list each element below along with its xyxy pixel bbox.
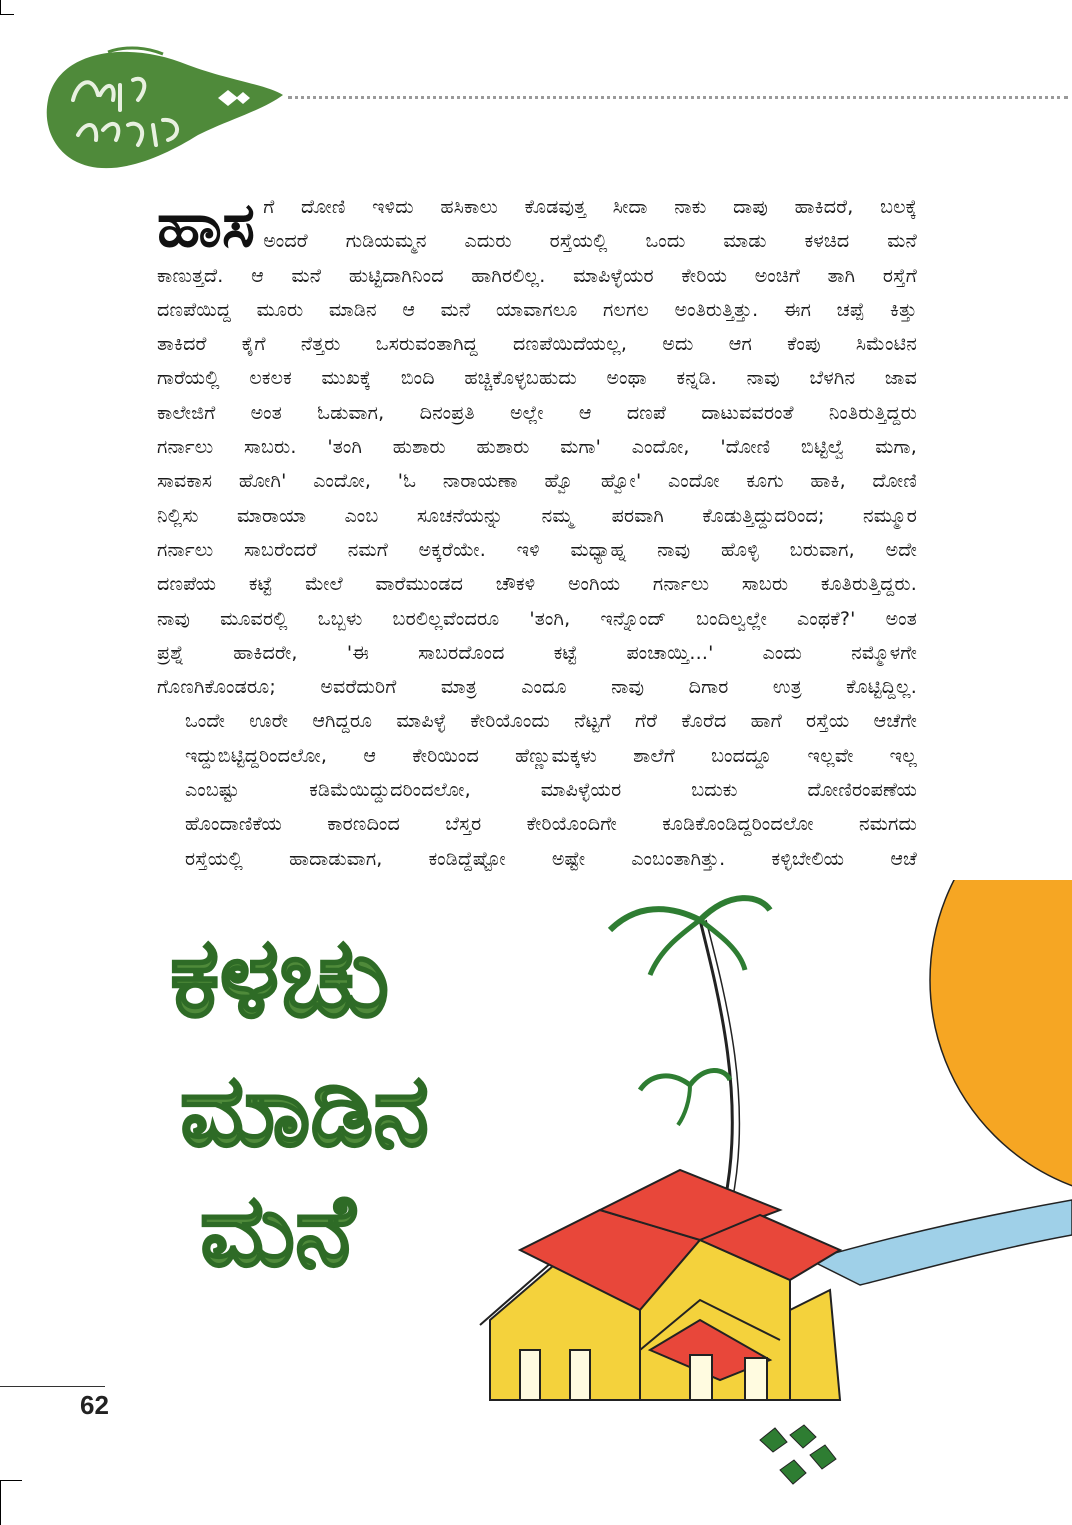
sun-shape [930,880,1072,1200]
illustration-houses-palm-sun [0,880,1072,1525]
article-line: ಸಾವಕಾಸ ಹೋಗಿ' ಎಂದೋ, 'ಓ ನಾರಾಯಣಾ ಹ್ವೊ ಹ್ವೋ' ಎಂದೋ ಕೂಗು ಹಾಕಿ, ದೋಣಿ [157,470,917,493]
drop-cap: ಹಾಸ [157,188,256,261]
page-number: 62 [80,1390,109,1420]
page-number-rule [0,1386,105,1387]
paragraph-2 [157,704,917,875]
article-line: ಗಾರೆಯಲ್ಲಿ ಲಕಲಕ ಮುಖಕ್ಕೆ ಬಿಂದಿ ಹಚ್ಚಿಕೊಳ್ಳಬಹುದು ಅಂಥಾ ಕನ್ನಡಿ. ನಾವು ಬೆಳಗಿನ ಜಾವ [157,367,917,390]
article-line: ರಸ್ತೆಯಲ್ಲಿ ಹಾದಾಡುವಾಗ, ಕಂಡಿದ್ದೆಷ್ಟೋ ಅಷ್ಟೇ ಎಂಬಂತಾಗಿತ್ತು. ಕಳ್ಳಿಬೇಲಿಯ ಆಚೆ [185,847,917,870]
illustration-title-line-1: ಕಳಚು [170,913,390,1041]
article-line: ಪ್ರಶ್ನೆ ಹಾಕಿದರೇ, 'ಈ ಸಾಬರದೊಂದ ಕಟ್ಟೆ ಪಂಚಾಯ್ತಿ...' ಎಂದು ನಮ್ಮೊಳಗೇ [157,641,917,664]
article-line: ಹೊಂದಾಣಿಕೆಯ ಕಾರಣದಿಂದ ಬೆಸ್ತರ ಕೇರಿಯೊಂದಿಗೇ ಕೂಡಿಕೊಂಡಿದ್ದರಿಂದಲೋ ನಮಗದು [185,813,917,836]
illustration-title [170,913,429,1289]
illustration-title-line-3: ಮನೆ [200,1172,355,1289]
article-line: ಎಂಬಷ್ಟು ಕಡಿಮೆಯಿದ್ದುದರಿಂದಲೋ, ಮಾಪಿಳ್ಳೆಯರ ಬದುಕು ದೋಣಿರಂಪಣೆಯ [185,779,917,802]
article-line: ನಾವು ಮೂವರಲ್ಲಿ ಒಬ್ಬಳು ಬರಲಿಲ್ಲವೆಂದರೂ 'ತಂಗಿ, ಇನ್ನೊಂದ್ ಬಂದಿಲ್ವಲ್ಲೇ ಎಂಥಕೆ?' ಅಂತ [157,607,917,630]
article-line: ಕಾಣುತ್ತದೆ. ಆ ಮನೆ ಹುಟ್ಟಿದಾಗಿನಿಂದ ಹಾಗಿರಲಿಲ್ಲ. ಮಾಪಿಳ್ಳೆಯರ ಕೇರಿಯ ಅಂಚಿಗೆ ತಾಗಿ ರಸ್ತೆಗೆ [157,264,917,287]
illustration-title-line-2: ಮಾಡಿನ [180,1052,429,1169]
crop-mark-top-left-v [0,0,1,14]
paragraph-1 [157,190,917,704]
article-line: ಅಂದರೆ ಗುಡಿಯಮ್ಮನ ಎದುರು ರಸ್ತೆಯಲ್ಲಿ ಒಂದು ಮಾಡು ಕಳಚಿದ ಮನೆ [263,230,917,253]
crop-mark-top-left-h [0,14,14,15]
header-dotted-rule [288,96,1068,99]
article-line: ಒಂದೇ ಊರೇ ಆಗಿದ್ದರೂ ಮಾಪಿಳ್ಳೆ ಕೇರಿಯೊಂದು ನೆಟ್ಟಗೆ ಗೆರೆ ಕೊರೆದ ಹಾಗೆ ರಸ್ತೆಯ ಆಚೆಗೇ [185,710,917,733]
article-line: ತಾಕಿದರೆ ಕೈಗೆ ನೆತ್ತರು ಒಸರುವಂತಾಗಿದ್ದ ದಣಪೆಯಿದೆಯಲ್ಲ, ಅದು ಆಗ ಕೆಂಪು ಸಿಮೆಂಟಿನ [157,333,917,356]
article-line: ಕಾಲೇಜಿಗೆ ಅಂತ ಓಡುವಾಗ, ದಿನಂಪ್ರತಿ ಅಲ್ಲೇ ಆ ದಣಪೆ ದಾಟುವವರಂತೆ ನಿಂತಿರುತ್ತಿದ್ದರು [157,401,917,424]
green-leaf-badge-icon [38,40,288,175]
article-line: ಗೊಣಗಿಕೊಂಡರೂ; ಅವರೆದುರಿಗೆ ಮಾತ್ರ ಎಂದೂ ನಾವು ದಿಗಾರ ಉತ್ರ ಕೊಟ್ಟಿದ್ದಿಲ್ಲ. [157,676,917,699]
article-line: ಗರ್ನಾಲು ಸಾಬರೆಂದರೆ ನಮಗೆ ಅಕ್ಕರೆಯೇ. ಇಳಿ ಮಧ್ಯಾಹ್ನ ನಾವು ಹೊಳ್ಳಿ ಬರುವಾಗ, ಅದೇ [157,538,917,561]
article-line: ದಣಪೆಯಿದ್ದ ಮೂರು ಮಾಡಿನ ಆ ಮನೆ ಯಾವಾಗಲೂ ಗಲಗಲ ಅಂತಿರುತ್ತಿತ್ತು. ಈಗ ಚಪ್ಪೆ ಕಿತ್ತು [157,298,917,321]
article-line: ದಣಪೆಯ ಕಟ್ಟೆ ಮೇಲೆ ವಾರೆಮುಂಡದ ಚೌಕಳಿ ಅಂಗಿಯ ಗರ್ನಾಲು ಸಾಬರು ಕೂತಿರುತ್ತಿದ್ದರು. [157,573,917,596]
article-line: ಗೆ ದೋಣಿ ಇಳಿದು ಹಸಿಕಾಲು ಕೊಡವುತ್ತ ಸೀದಾ ನಾಕು ದಾಪು ಹಾಕಿದರೆ, ಬಲಕ್ಕೆ [263,196,917,218]
article-line: ಇದ್ದುಬಿಟ್ಟಿದ್ದರಿಂದಲೋ, ಆ ಕೇರಿಯಿಂದ ಹೆಣ್ಣುಮಕ್ಕಳು ಶಾಲೆಗೆ ಬಂದದ್ದೂ ಇಲ್ಲವೇ ಇಲ್ಲ [185,744,917,767]
article-body [157,190,917,876]
article-line: ನಿಲ್ಲಿಸು ಮಾರಾಯಾ ಎಂಬ ಸೂಚನೆಯನ್ನು ನಮ್ಮ ಪರವಾಗಿ ಕೊಡುತ್ತಿದ್ದುದರಿಂದ; ನಮ್ಮೂರ [157,504,917,527]
article-line: ಗರ್ನಾಲು ಸಾಬರು. 'ತಂಗಿ ಹುಶಾರು ಹುಶಾರು ಮಗಾ' ಎಂದೋ, 'ದೋಣಿ ಬಿಟ್ಟಿಲ್ವೆ ಮಗಾ, [157,436,917,459]
